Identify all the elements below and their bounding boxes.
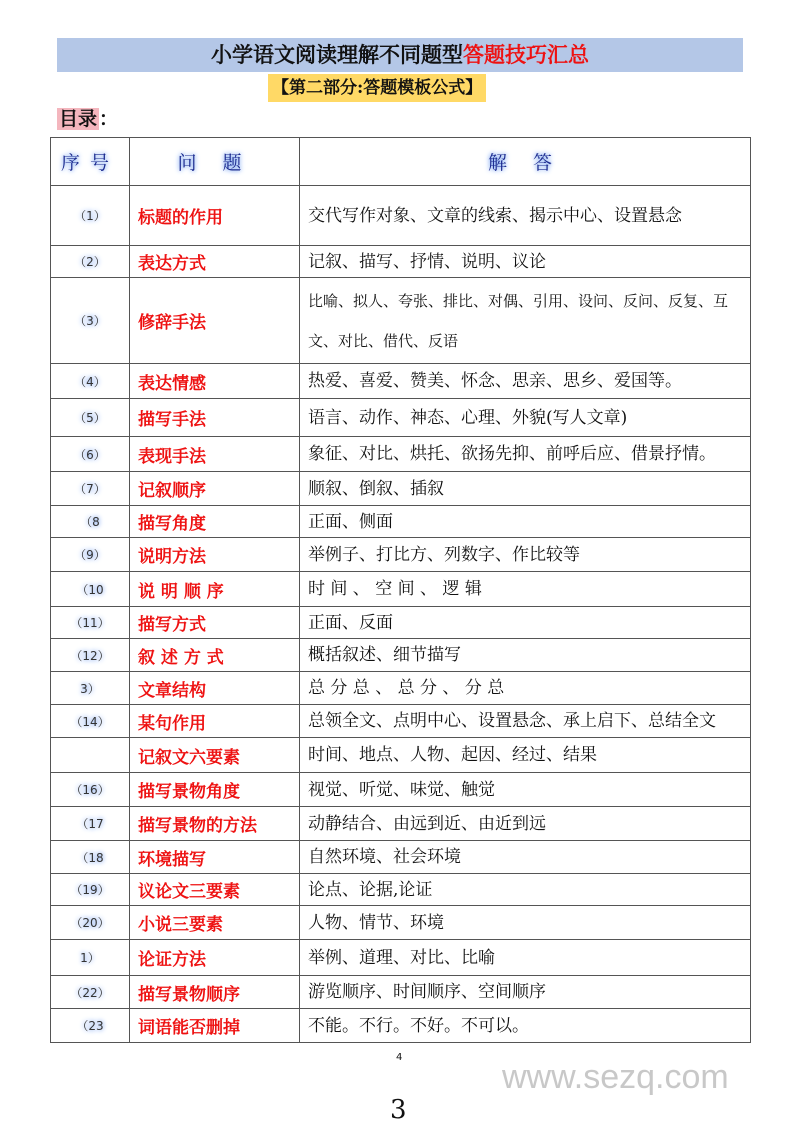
- table-row: [51, 639, 751, 672]
- row-number: [51, 246, 130, 278]
- row-question: 某句作用: [130, 705, 300, 738]
- row-question: 修辞手法: [130, 278, 300, 364]
- row-number-text: 3）: [80, 681, 100, 696]
- row-number: [51, 364, 130, 399]
- row-number: [51, 940, 130, 976]
- row-question: 描写景物顺序: [130, 976, 300, 1009]
- row-answer: 总 分 总 、 总 分 、 分 总: [300, 672, 751, 705]
- small-page-number: 4: [396, 1052, 403, 1063]
- table-row: [51, 672, 751, 705]
- row-number: [51, 399, 130, 437]
- table-row: [51, 773, 751, 807]
- row-number: [51, 807, 130, 841]
- table-row: [51, 472, 751, 506]
- row-number-text: （4）: [74, 374, 106, 389]
- row-number: [51, 607, 130, 639]
- row-question: 文章结构: [130, 672, 300, 705]
- page-number: 3: [390, 1095, 407, 1125]
- row-number: [51, 906, 130, 940]
- row-number-text: （2）: [74, 255, 106, 269]
- row-question: 词语能否删掉: [130, 1009, 300, 1043]
- row-number: [51, 705, 130, 738]
- row-number: [51, 472, 130, 506]
- row-number: [51, 773, 130, 807]
- toc-label: [57, 105, 118, 133]
- row-answer: 正面、反面: [300, 607, 751, 639]
- table-row: [51, 940, 751, 976]
- table-row: [51, 841, 751, 874]
- row-number: [51, 506, 130, 538]
- row-number-text: （17: [76, 817, 104, 831]
- row-question: 环境描写: [130, 841, 300, 874]
- row-answer: 交代写作对象、文章的线索、揭示中心、设置悬念: [300, 186, 751, 246]
- row-question: 表现手法: [130, 437, 300, 472]
- row-answer: 视觉、听觉、味觉、触觉: [300, 773, 751, 807]
- table-row: [51, 1009, 751, 1043]
- row-number: [51, 538, 130, 572]
- row-answer: 论点、论据,论证: [300, 874, 751, 906]
- row-answer: 总领全文、点明中心、设置悬念、承上启下、总结全文: [300, 705, 751, 738]
- toc-colon: ：: [99, 108, 119, 130]
- row-question: 小说三要素: [130, 906, 300, 940]
- subtitle: 【第二部分:答题模板公式】: [268, 74, 486, 102]
- row-number-text: （23: [76, 1019, 104, 1033]
- row-question: 说明方法: [130, 538, 300, 572]
- row-answer: 记叙、描写、抒情、说明、议论: [300, 246, 751, 278]
- table-row: [51, 437, 751, 472]
- row-answer: 时间、地点、人物、起因、经过、结果: [300, 738, 751, 773]
- row-number: [51, 841, 130, 874]
- row-number-text: （14）: [70, 714, 110, 729]
- row-answer: 人物、情节、环境: [300, 906, 751, 940]
- row-answer: 比喻、拟人、夸张、排比、对偶、引用、设问、反问、反复、互文、对比、借代、反语: [300, 278, 751, 364]
- row-number: [51, 672, 130, 705]
- header-question: 问 题: [130, 138, 300, 186]
- row-number-text: （6）: [74, 447, 106, 462]
- row-answer: 热爱、喜爱、赞美、怀念、思亲、思乡、爱国等。: [300, 364, 751, 399]
- row-answer: 时 间 、 空 间 、 逻 辑: [300, 572, 751, 607]
- row-number: [51, 738, 130, 773]
- row-question: 描写角度: [130, 506, 300, 538]
- row-number-text: （5）: [74, 411, 106, 425]
- row-number: [51, 639, 130, 672]
- row-number-text: （22）: [70, 985, 110, 1000]
- row-number: [51, 874, 130, 906]
- row-number: [51, 186, 130, 246]
- row-number-text: （11）: [70, 616, 110, 630]
- row-answer: 象征、对比、烘托、欲扬先抑、前呼后应、借景抒情。: [300, 437, 751, 472]
- table-row: [51, 738, 751, 773]
- table-row: [51, 278, 751, 364]
- row-question: 描写手法: [130, 399, 300, 437]
- row-number: [51, 976, 130, 1009]
- row-number-text: （20）: [70, 916, 110, 930]
- row-question: 记叙文六要素: [130, 738, 300, 773]
- row-answer: 顺叙、倒叙、插叙: [300, 472, 751, 506]
- row-question: 议论文三要素: [130, 874, 300, 906]
- row-number-text: （10: [76, 582, 104, 597]
- table-row: [51, 538, 751, 572]
- table-row: [51, 506, 751, 538]
- table-row: [51, 705, 751, 738]
- row-question: 标题的作用: [130, 186, 300, 246]
- row-number-text: （19）: [70, 883, 110, 897]
- row-answer: 举例子、打比方、列数字、作比较等: [300, 538, 751, 572]
- row-number-text: （18: [76, 850, 104, 865]
- row-number-text: （8: [80, 515, 100, 529]
- row-answer: 语言、动作、神态、心理、外貌(写人文章): [300, 399, 751, 437]
- table-row: [51, 364, 751, 399]
- table-row: [51, 906, 751, 940]
- table-row: [51, 976, 751, 1009]
- toc-label-text: 目录: [59, 108, 98, 130]
- table-header-row: [51, 138, 751, 186]
- row-number: [51, 437, 130, 472]
- row-question: 论证方法: [130, 940, 300, 976]
- title-black: 小学语文阅读理解不同题型: [211, 42, 463, 67]
- table-row: [51, 246, 751, 278]
- row-question: 表达方式: [130, 246, 300, 278]
- row-question: 描写方式: [130, 607, 300, 639]
- row-answer: 不能。不行。不好。不可以。: [300, 1009, 751, 1043]
- row-number-text: （9）: [74, 548, 106, 562]
- row-question: 描写景物的方法: [130, 807, 300, 841]
- row-number: [51, 1009, 130, 1043]
- row-number-text: （1）: [74, 209, 106, 223]
- row-number-text: （12）: [70, 648, 110, 663]
- row-question: 叙 述 方 式: [130, 639, 300, 672]
- header-answer: 解 答: [300, 138, 751, 186]
- row-number: [51, 572, 130, 607]
- row-answer: 自然环境、社会环境: [300, 841, 751, 874]
- document-title: [57, 38, 743, 72]
- row-number-text: （3）: [74, 314, 106, 328]
- table-row: [51, 807, 751, 841]
- row-answer: 概括叙述、细节描写: [300, 639, 751, 672]
- row-question: 表达情感: [130, 364, 300, 399]
- row-number: [51, 278, 130, 364]
- row-answer: 正面、侧面: [300, 506, 751, 538]
- header-num: 序号: [51, 138, 130, 186]
- row-answer: 游览顺序、时间顺序、空间顺序: [300, 976, 751, 1009]
- table-row: [51, 874, 751, 906]
- table-row: [51, 607, 751, 639]
- row-number-text: （16）: [70, 783, 110, 797]
- table-row: [51, 572, 751, 607]
- row-question: 描写景物角度: [130, 773, 300, 807]
- title-red: 答题技巧汇总: [463, 42, 589, 67]
- row-number-text: 1）: [80, 951, 100, 965]
- watermark: www.sezq.com: [502, 1058, 729, 1096]
- row-question: 说 明 顺 序: [130, 572, 300, 607]
- table-row: [51, 186, 751, 246]
- answer-template-table: [50, 137, 751, 1043]
- row-number-text: （7）: [74, 482, 106, 496]
- row-question: 记叙顺序: [130, 472, 300, 506]
- row-answer: 动静结合、由远到近、由近到远: [300, 807, 751, 841]
- table-row: [51, 399, 751, 437]
- row-answer: 举例、道理、对比、比喻: [300, 940, 751, 976]
